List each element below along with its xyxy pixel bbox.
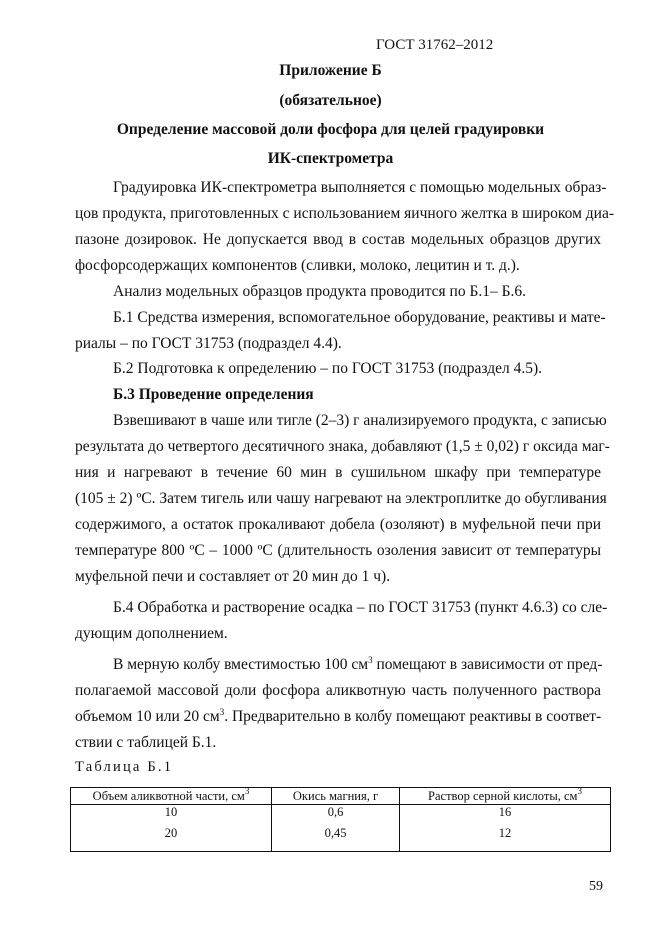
reagents-table <box>70 787 611 852</box>
clause-b3-line: результата до четвертого десятичного знака, добавляют (1,5 ± 0,02) г оксида маг- <box>75 438 610 455</box>
table-cell: 10 <box>71 805 272 827</box>
table-caption: Таблица Б.1 <box>75 759 174 775</box>
paragraph-line: ствии с таблицей Б.1. <box>75 734 217 751</box>
clause-b1-line: Б.1 Средства измерения, вспомогательное оборудование, реактивы и мате- <box>113 309 606 326</box>
column-header: Раствор серной кислоты, $см^3$ <box>400 788 611 805</box>
paragraph-line: Градуировка ИК-спектрометра выполняется с помощью модельных образ- <box>113 179 607 196</box>
clause-b2: Б.2 Подготовка к определению – по ГОСТ 31753 (подраздел 4.5). <box>113 360 543 377</box>
clause-b3-line: Взвешивают в чаше или тигле (2–3) г анализируемого продукта, с записью <box>113 412 607 429</box>
appendix-heading-line1: Определение массовой доли фосфора для целей градуировки <box>116 121 545 138</box>
clause-b1-line: риалы – по ГОСТ 31753 (подраздел 4.4). <box>75 335 342 352</box>
page-number: 59 <box>589 879 603 894</box>
table-header-row <box>71 788 611 805</box>
appendix-heading-line2: ИК-спектрометра <box>267 150 394 167</box>
clause-b3-line: (105 ± 2) ºС. Затем тигель или чашу нагревают на электроплитке до обугливания <box>75 490 607 507</box>
clause-b3-line: ния и нагревают в течение 60 мин в сушильном шкафу при температуре <box>75 464 601 481</box>
paragraph-line: цов продукта, приготовленных с использованием яичного желтка в широком диа- <box>75 205 615 222</box>
clause-b3-line: содержимого, а остаток прокаливают добела (озоляют) в муфельной печи при <box>75 516 601 533</box>
table-row <box>71 805 611 827</box>
document-number: ГОСТ 31762–2012 <box>376 37 494 53</box>
clause-b3-line: муфельной печи и составляет от 20 мин до 1 ч). <box>75 568 391 585</box>
paragraph-line: фосфорсодержащих компонентов (сливки, молоко, лецитин и т. д.). <box>75 257 520 274</box>
paragraph-line: полагаемой массовой доли фосфора аликвотную часть полученного раствора <box>75 682 601 699</box>
table-cell: 0,6 <box>272 805 400 827</box>
table-row <box>71 826 611 852</box>
appendix-status: (обязательное) <box>279 92 382 109</box>
paragraph-line: пазоне дозировок. Не допускается ввод в состав модельных образцов других <box>75 231 601 248</box>
paragraph-line: Анализ модельных образцов продукта проводится по Б.1– Б.6. <box>113 283 527 300</box>
paragraph-line: объемом 10 или 20 $см^3$. Предварительно в колбу помещают реактивы в соответ- <box>75 707 602 725</box>
table-cell: 12 <box>400 826 611 852</box>
column-header: Окись магния, г <box>272 788 400 805</box>
clause-b4-line: дующим дополнением. <box>75 625 228 642</box>
table-cell: 16 <box>400 805 611 827</box>
clause-b4-line: Б.4 Обработка и растворение осадка – по ГОСТ 31753 (пункт 4.6.3) со сле- <box>113 599 608 616</box>
clause-b3-line: температуре 800 ºС – 1000 ºС (длительность озоления зависит от температуры <box>75 542 601 559</box>
paragraph-line: В мерную колбу вместимостью 100 $см^3$ помещают в зависимости от пред- <box>113 655 603 673</box>
table-cell: 20 <box>71 826 272 852</box>
column-header: Объем аликвотной части, $см^3$ <box>71 788 272 805</box>
clause-b3-heading: Б.3 Проведение определения <box>113 386 314 403</box>
appendix-title: Приложение Б <box>279 62 382 79</box>
table-cell: 0,45 <box>272 826 400 852</box>
